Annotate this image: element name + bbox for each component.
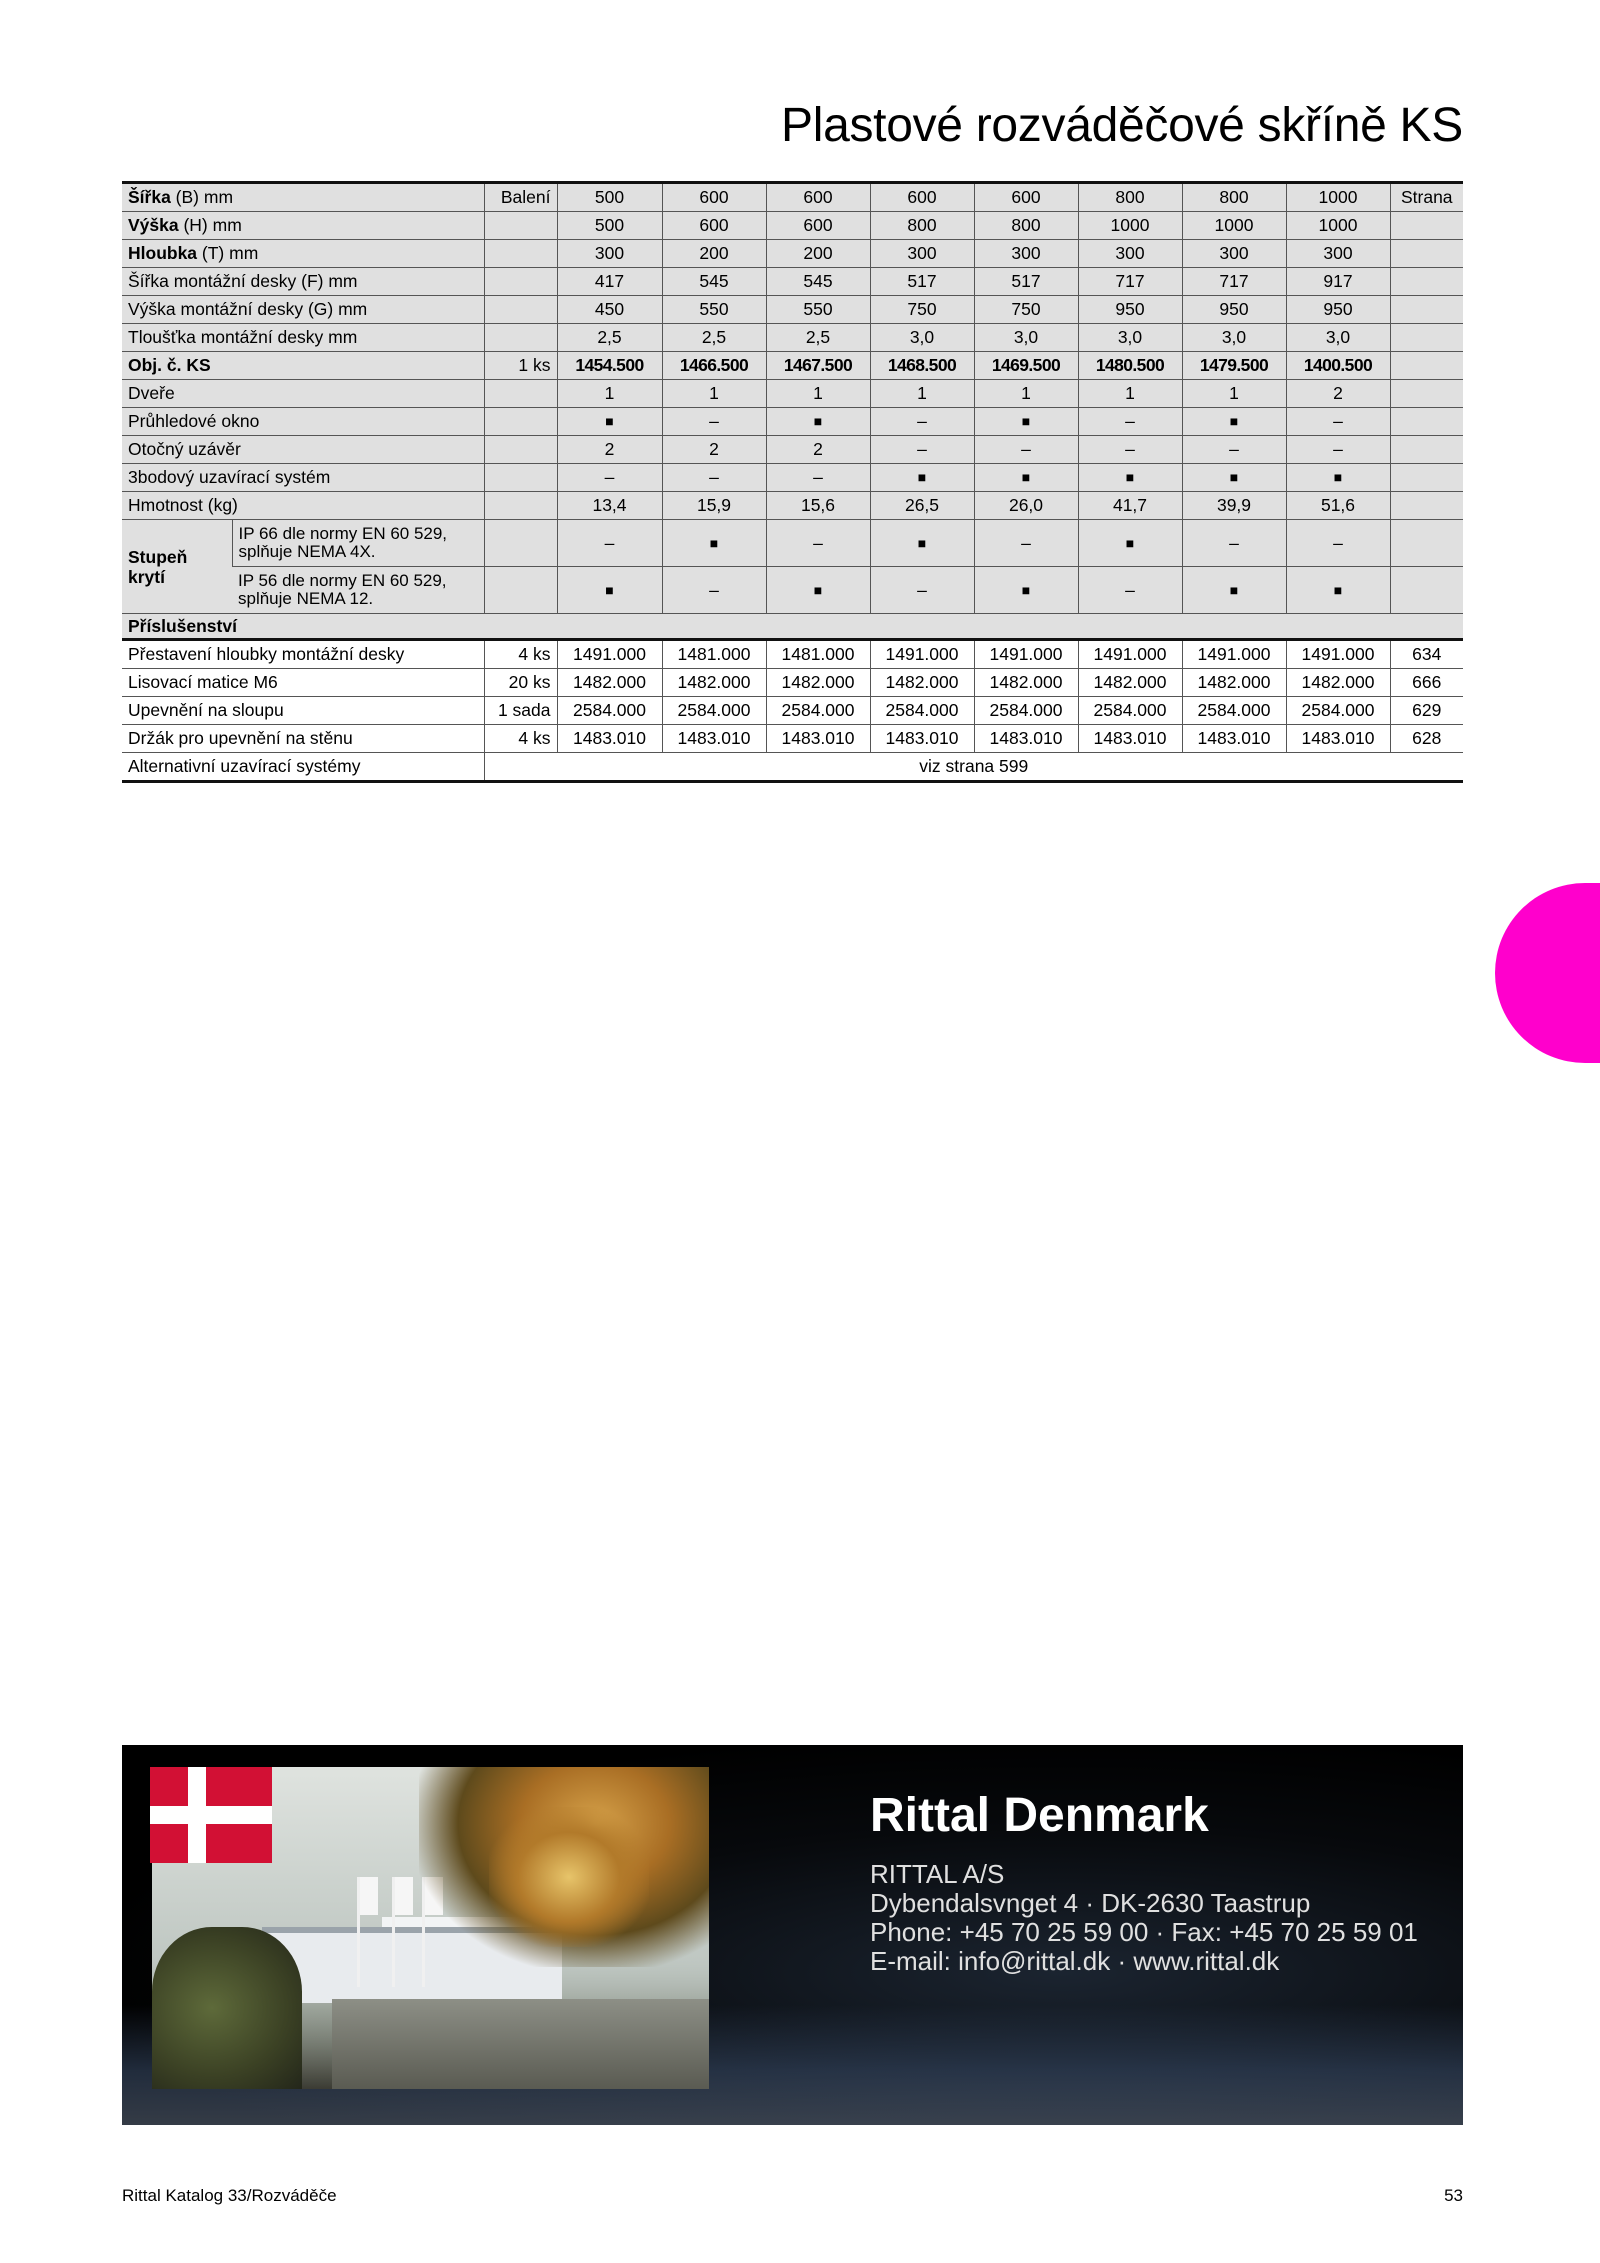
value-cell: 1483.010 bbox=[870, 725, 974, 753]
danish-flag-icon bbox=[150, 1767, 272, 1863]
value-cell: ■ bbox=[766, 408, 870, 436]
value-cell: ■ bbox=[974, 408, 1078, 436]
value-cell: – bbox=[974, 436, 1078, 464]
value-cell: 500 bbox=[557, 183, 662, 212]
row-label: Dveře bbox=[122, 380, 484, 408]
value-cell: 1481.000 bbox=[662, 640, 766, 669]
pack-cell bbox=[484, 240, 557, 268]
value-cell: – bbox=[1286, 520, 1390, 567]
value-cell: 1482.000 bbox=[1182, 669, 1286, 697]
value-cell: 517 bbox=[974, 268, 1078, 296]
section-tab-marker bbox=[1495, 883, 1600, 1063]
order-number-cell: 1400.500 bbox=[1286, 352, 1390, 380]
value-cell: 1491.000 bbox=[557, 640, 662, 669]
value-cell: 2,5 bbox=[662, 324, 766, 352]
value-cell: 39,9 bbox=[1182, 492, 1286, 520]
value-cell: 1 bbox=[766, 380, 870, 408]
order-number-cell: 1468.500 bbox=[870, 352, 974, 380]
order-number-cell: 1479.500 bbox=[1182, 352, 1286, 380]
page-cell bbox=[1390, 520, 1463, 567]
row-label: Alternativní uzavírací systémy bbox=[122, 753, 484, 782]
value-cell: 2584.000 bbox=[1286, 697, 1390, 725]
value-cell: – bbox=[870, 567, 974, 614]
value-cell: 300 bbox=[1182, 240, 1286, 268]
value-cell: 300 bbox=[1286, 240, 1390, 268]
page-title: Plastové rozváděčové skříně KS bbox=[780, 99, 1463, 152]
value-cell: ■ bbox=[974, 464, 1078, 492]
row-label: Upevnění na sloupu bbox=[122, 697, 484, 725]
order-number-cell: 1480.500 bbox=[1078, 352, 1182, 380]
page-cell bbox=[1390, 464, 1463, 492]
value-cell: 1 bbox=[557, 380, 662, 408]
order-number-cell: 1466.500 bbox=[662, 352, 766, 380]
value-cell: 3,0 bbox=[974, 324, 1078, 352]
value-cell: 15,6 bbox=[766, 492, 870, 520]
pack-cell bbox=[484, 436, 557, 464]
page-cell: 634 bbox=[1390, 640, 1463, 669]
row-label bbox=[122, 296, 484, 324]
value-cell: 600 bbox=[662, 183, 766, 212]
row-label-rest: (T) mm bbox=[197, 243, 259, 263]
order-number-cell: 1467.500 bbox=[766, 352, 870, 380]
value-cell: 450 bbox=[557, 296, 662, 324]
protection-text: IP 66 dle normy EN 60 529, splňuje NEMA 4X. bbox=[232, 520, 484, 567]
accessories-heading: Příslušenství bbox=[122, 614, 1463, 640]
value-cell: ■ bbox=[1182, 464, 1286, 492]
protection-text: IP 56 dle normy EN 60 529, splňuje NEMA 12. bbox=[232, 567, 484, 614]
value-cell: 26,5 bbox=[870, 492, 974, 520]
row-label bbox=[122, 240, 484, 268]
row-label-bold: Hloubka bbox=[128, 243, 198, 263]
value-cell: – bbox=[766, 520, 870, 567]
value-cell: 600 bbox=[766, 183, 870, 212]
pack-cell bbox=[484, 296, 557, 324]
value-cell: 1000 bbox=[1286, 212, 1390, 240]
alt-value: viz strana 599 bbox=[484, 753, 1463, 782]
value-cell: 1482.000 bbox=[557, 669, 662, 697]
value-cell: 2584.000 bbox=[1078, 697, 1182, 725]
rittal-denmark-banner bbox=[122, 1745, 1463, 2125]
pack-cell bbox=[484, 567, 557, 614]
value-cell: 2584.000 bbox=[974, 697, 1078, 725]
value-cell: 1482.000 bbox=[1078, 669, 1182, 697]
value-cell: 545 bbox=[662, 268, 766, 296]
pack-cell: 20 ks bbox=[484, 669, 557, 697]
banner-line: RITTAL A/S bbox=[870, 1859, 1005, 1889]
pack-cell: 1 sada bbox=[484, 697, 557, 725]
value-cell: – bbox=[1182, 436, 1286, 464]
footer-page-number: 53 bbox=[1444, 2186, 1463, 2205]
value-cell: ■ bbox=[766, 567, 870, 614]
value-cell: 1000 bbox=[1078, 212, 1182, 240]
value-cell: – bbox=[1182, 520, 1286, 567]
value-cell: 2 bbox=[766, 436, 870, 464]
pack-cell bbox=[484, 268, 557, 296]
row-label: Držák pro upevnění na stěnu bbox=[122, 725, 484, 753]
value-cell: 200 bbox=[766, 240, 870, 268]
page-cell: 628 bbox=[1390, 725, 1463, 753]
value-cell: 300 bbox=[1078, 240, 1182, 268]
spec-table bbox=[122, 181, 1463, 783]
value-cell: 717 bbox=[1078, 268, 1182, 296]
value-cell: – bbox=[662, 464, 766, 492]
value-cell: 3,0 bbox=[1078, 324, 1182, 352]
value-cell: 1 bbox=[870, 380, 974, 408]
value-cell: 550 bbox=[662, 296, 766, 324]
row-label: Otočný uzávěr bbox=[122, 436, 484, 464]
pack-cell bbox=[484, 408, 557, 436]
value-cell: 950 bbox=[1078, 296, 1182, 324]
value-cell: 800 bbox=[1078, 183, 1182, 212]
value-cell: 800 bbox=[974, 212, 1078, 240]
value-cell: 550 bbox=[766, 296, 870, 324]
value-cell: 3,0 bbox=[1286, 324, 1390, 352]
value-cell: 750 bbox=[870, 296, 974, 324]
value-cell: 2584.000 bbox=[1182, 697, 1286, 725]
pack-cell: 4 ks bbox=[484, 640, 557, 669]
value-cell: 1483.010 bbox=[974, 725, 1078, 753]
value-cell: 717 bbox=[1182, 268, 1286, 296]
row-label-rest: Výška montážní desky (G) mm bbox=[128, 299, 368, 319]
page-cell bbox=[1390, 436, 1463, 464]
value-cell: 1000 bbox=[1182, 212, 1286, 240]
value-cell: – bbox=[1286, 408, 1390, 436]
pack-cell bbox=[484, 464, 557, 492]
value-cell: 1000 bbox=[1286, 183, 1390, 212]
value-cell: 15,9 bbox=[662, 492, 766, 520]
alt-systems-row bbox=[122, 753, 1463, 782]
value-cell: 1491.000 bbox=[1078, 640, 1182, 669]
pack-cell bbox=[484, 212, 557, 240]
protection-row bbox=[122, 567, 1463, 614]
page-cell bbox=[1390, 324, 1463, 352]
banner-phone-fax: Phone: +45 70 25 59 00 · Fax: +45 70 25 59 01 bbox=[870, 1917, 1418, 1947]
value-cell: – bbox=[1078, 408, 1182, 436]
value-cell: 1491.000 bbox=[870, 640, 974, 669]
value-cell: – bbox=[662, 567, 766, 614]
value-cell: 950 bbox=[1286, 296, 1390, 324]
value-cell: 3,0 bbox=[1182, 324, 1286, 352]
value-cell: 1483.010 bbox=[1078, 725, 1182, 753]
page-cell bbox=[1390, 380, 1463, 408]
value-cell: – bbox=[557, 520, 662, 567]
row-label: Lisovací matice M6 bbox=[122, 669, 484, 697]
accessory-row bbox=[122, 640, 1463, 669]
value-cell: ■ bbox=[1078, 464, 1182, 492]
value-cell: 300 bbox=[870, 240, 974, 268]
order-number-cell: 1454.500 bbox=[557, 352, 662, 380]
value-cell: – bbox=[1286, 436, 1390, 464]
value-cell: ■ bbox=[557, 408, 662, 436]
value-cell: 1482.000 bbox=[974, 669, 1078, 697]
order-number-row bbox=[122, 352, 1463, 380]
value-cell: 51,6 bbox=[1286, 492, 1390, 520]
value-cell: – bbox=[662, 408, 766, 436]
value-cell: 1483.010 bbox=[557, 725, 662, 753]
value-cell: 800 bbox=[1182, 183, 1286, 212]
value-cell: 1482.000 bbox=[1286, 669, 1390, 697]
table-row bbox=[122, 183, 1463, 212]
value-cell: 2 bbox=[662, 436, 766, 464]
page-cell bbox=[1390, 567, 1463, 614]
page-cell: Strana bbox=[1390, 183, 1463, 212]
row-label bbox=[122, 324, 484, 352]
pack-cell bbox=[484, 324, 557, 352]
page-cell bbox=[1390, 212, 1463, 240]
banner-contact-block bbox=[870, 1860, 1418, 1976]
value-cell: 600 bbox=[662, 212, 766, 240]
value-cell: 600 bbox=[766, 212, 870, 240]
value-cell: ■ bbox=[974, 567, 1078, 614]
row-label-rest: (H) mm bbox=[178, 215, 242, 235]
value-cell: 950 bbox=[1182, 296, 1286, 324]
value-cell: ■ bbox=[1286, 464, 1390, 492]
table-row bbox=[122, 380, 1463, 408]
value-cell: 1 bbox=[662, 380, 766, 408]
banner-email-web: E-mail: info@rittal.dk · www.rittal.dk bbox=[870, 1946, 1280, 1976]
row-label: 3bodový uzavírací systém bbox=[122, 464, 484, 492]
page-cell bbox=[1390, 492, 1463, 520]
table-row bbox=[122, 296, 1463, 324]
row-label: Hmotnost (kg) bbox=[122, 492, 484, 520]
value-cell: 545 bbox=[766, 268, 870, 296]
row-label-rest: Šířka montážní desky (F) mm bbox=[128, 271, 358, 291]
value-cell: 500 bbox=[557, 212, 662, 240]
value-cell: ■ bbox=[557, 567, 662, 614]
value-cell: 2584.000 bbox=[766, 697, 870, 725]
table-row bbox=[122, 268, 1463, 296]
page-cell: 629 bbox=[1390, 697, 1463, 725]
value-cell: ■ bbox=[662, 520, 766, 567]
value-cell: 2584.000 bbox=[870, 697, 974, 725]
pack-cell: Balení bbox=[484, 183, 557, 212]
table-row bbox=[122, 492, 1463, 520]
value-cell: ■ bbox=[870, 464, 974, 492]
table-row bbox=[122, 240, 1463, 268]
value-cell: ■ bbox=[870, 520, 974, 567]
page-cell bbox=[1390, 408, 1463, 436]
pack-cell: 1 ks bbox=[484, 352, 557, 380]
value-cell: 800 bbox=[870, 212, 974, 240]
value-cell: 300 bbox=[557, 240, 662, 268]
row-label: Průhledové okno bbox=[122, 408, 484, 436]
accessory-row bbox=[122, 669, 1463, 697]
value-cell: 1 bbox=[974, 380, 1078, 408]
value-cell: 1483.010 bbox=[1286, 725, 1390, 753]
value-cell: – bbox=[1078, 436, 1182, 464]
pack-cell: 4 ks bbox=[484, 725, 557, 753]
value-cell: 1482.000 bbox=[766, 669, 870, 697]
value-cell: – bbox=[557, 464, 662, 492]
row-label-bold: Šířka bbox=[128, 187, 171, 207]
pack-cell bbox=[484, 380, 557, 408]
value-cell: 1491.000 bbox=[1182, 640, 1286, 669]
value-cell: ■ bbox=[1286, 567, 1390, 614]
row-label: Přestavení hloubky montážní desky bbox=[122, 640, 484, 669]
value-cell: 600 bbox=[974, 183, 1078, 212]
value-cell: ■ bbox=[1182, 408, 1286, 436]
value-cell: – bbox=[870, 436, 974, 464]
value-cell: 1482.000 bbox=[870, 669, 974, 697]
value-cell: ■ bbox=[1182, 567, 1286, 614]
value-cell: 1 bbox=[1182, 380, 1286, 408]
value-cell: 2 bbox=[557, 436, 662, 464]
pack-cell bbox=[484, 520, 557, 567]
value-cell: – bbox=[1078, 567, 1182, 614]
value-cell: 1 bbox=[1078, 380, 1182, 408]
value-cell: 1483.010 bbox=[662, 725, 766, 753]
table-row bbox=[122, 408, 1463, 436]
table-row bbox=[122, 324, 1463, 352]
value-cell: – bbox=[974, 520, 1078, 567]
row-label-bold: Výška bbox=[128, 215, 179, 235]
value-cell: 2,5 bbox=[557, 324, 662, 352]
value-cell: 300 bbox=[974, 240, 1078, 268]
value-cell: 26,0 bbox=[974, 492, 1078, 520]
value-cell: 2 bbox=[1286, 380, 1390, 408]
value-cell: ■ bbox=[1078, 520, 1182, 567]
protection-label: Stupeň krytí bbox=[122, 520, 232, 614]
row-label-rest: (B) mm bbox=[170, 187, 234, 207]
value-cell: 2584.000 bbox=[557, 697, 662, 725]
row-label: Obj. č. KS bbox=[122, 352, 484, 380]
value-cell: 41,7 bbox=[1078, 492, 1182, 520]
accessory-row bbox=[122, 725, 1463, 753]
value-cell: – bbox=[766, 464, 870, 492]
value-cell: – bbox=[870, 408, 974, 436]
order-number-cell: 1469.500 bbox=[974, 352, 1078, 380]
value-cell: 750 bbox=[974, 296, 1078, 324]
row-label bbox=[122, 212, 484, 240]
value-cell: 1483.010 bbox=[766, 725, 870, 753]
accessories-heading-row bbox=[122, 614, 1463, 640]
value-cell: 200 bbox=[662, 240, 766, 268]
page-cell bbox=[1390, 240, 1463, 268]
footer-catalog: Rittal Katalog 33/Rozváděče bbox=[122, 2186, 337, 2205]
accessory-row bbox=[122, 697, 1463, 725]
value-cell: 3,0 bbox=[870, 324, 974, 352]
row-label bbox=[122, 183, 484, 212]
value-cell: 600 bbox=[870, 183, 974, 212]
page-cell bbox=[1390, 296, 1463, 324]
page-cell: 666 bbox=[1390, 669, 1463, 697]
value-cell: 2584.000 bbox=[662, 697, 766, 725]
value-cell: 2,5 bbox=[766, 324, 870, 352]
value-cell: 517 bbox=[870, 268, 974, 296]
table-row bbox=[122, 464, 1463, 492]
value-cell: 1481.000 bbox=[766, 640, 870, 669]
banner-company-name: Rittal Denmark bbox=[870, 1789, 1209, 1842]
table-row bbox=[122, 436, 1463, 464]
pack-cell bbox=[484, 492, 557, 520]
row-label-rest: Tloušťka montážní desky mm bbox=[128, 327, 358, 347]
page-cell bbox=[1390, 268, 1463, 296]
row-label bbox=[122, 268, 484, 296]
page-cell bbox=[1390, 352, 1463, 380]
value-cell: 1491.000 bbox=[974, 640, 1078, 669]
protection-row bbox=[122, 520, 1463, 567]
value-cell: 917 bbox=[1286, 268, 1390, 296]
table-row bbox=[122, 212, 1463, 240]
value-cell: 13,4 bbox=[557, 492, 662, 520]
banner-address: Dybendalsvnget 4 · DK-2630 Taastrup bbox=[870, 1888, 1311, 1918]
value-cell: 417 bbox=[557, 268, 662, 296]
value-cell: 1483.010 bbox=[1182, 725, 1286, 753]
value-cell: 1482.000 bbox=[662, 669, 766, 697]
value-cell: 1491.000 bbox=[1286, 640, 1390, 669]
